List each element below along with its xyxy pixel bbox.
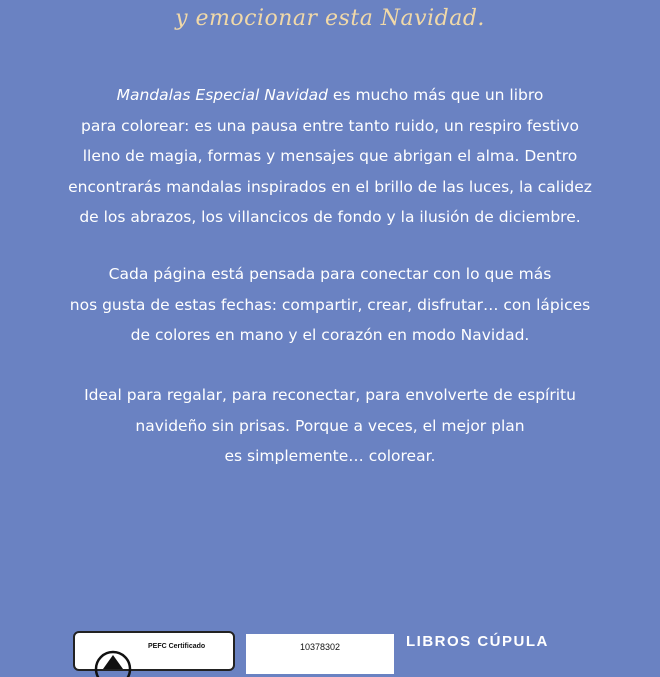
- pefc-label: PEFC Certificado: [148, 643, 206, 650]
- description-paragraph-1: [0, 80, 660, 233]
- paragraph-3-line-2: navideño sin prisas. Porque a veces, el mejor plan: [135, 416, 525, 435]
- paragraph-1-line-1-rest: es mucho más que un libro: [327, 86, 544, 104]
- paragraph-1-line-5: de los abrazos, los villancicos de fondo y la ilusión de diciembre.: [79, 208, 581, 226]
- paragraph-1-line-4: encontrarás mandalas inspirados en el brillo de las luces, la calidez: [68, 177, 592, 196]
- paragraph-2-line-3: de colores en mano y el corazón en modo Navidad.: [130, 326, 530, 344]
- description-paragraph-2: [0, 259, 660, 351]
- barcode-number: 10378302: [299, 642, 341, 652]
- book-title-italic: Mandalas Especial Navidad: [116, 86, 328, 104]
- barcode-box: [246, 634, 394, 674]
- paragraph-1-line-3: lleno de magia, formas y mensajes que abrigan el alma. Dentro: [82, 147, 578, 165]
- publisher-name: LIBROS CÚPULA: [406, 633, 549, 650]
- paragraph-3-line-3: es simplemente… colorear.: [224, 447, 436, 465]
- paragraph-2-line-1: Cada página está pensada para conectar con lo que más: [108, 265, 552, 283]
- paragraph-3-line-1: Ideal para regalar, para reconectar, para envolverte de espíritu: [84, 386, 576, 404]
- pefc-certification-badge: [73, 631, 235, 671]
- description-paragraph-3: [0, 380, 660, 472]
- paragraph-2-line-2: nos gusta de estas fechas: compartir, crear, disfrutar… con lápices: [69, 295, 591, 314]
- paragraph-1-line-2: para colorear: es una pausa entre tanto ruido, un respiro festivo: [81, 116, 579, 135]
- paragraph-1-line-1: [0, 80, 660, 111]
- tagline: y emocionar esta Navidad.: [175, 6, 485, 31]
- pefc-tree-logo-icon: [91, 647, 135, 677]
